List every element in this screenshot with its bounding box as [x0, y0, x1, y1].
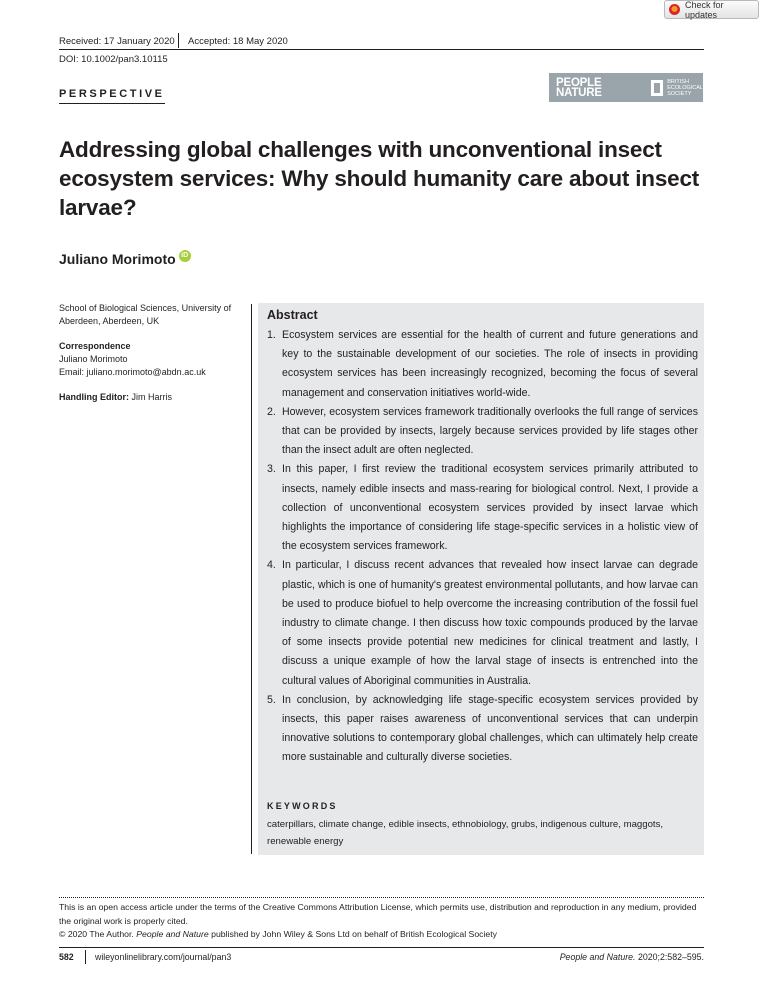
handling-editor-name: Jim Harris: [131, 392, 173, 402]
abstract-item-number: 5.: [267, 693, 276, 706]
abstract-list: [267, 326, 698, 768]
journal-logo: [549, 73, 703, 102]
received-date: Received: 17 January 2020: [59, 36, 175, 47]
accepted-date: Accepted: 18 May 2020: [188, 36, 288, 47]
copyright-prefix: © 2020 The Author.: [59, 929, 134, 939]
abstract-item-number: 2.: [267, 405, 276, 418]
abstract-heading: Abstract: [267, 308, 318, 322]
abstract-divider: [251, 304, 252, 854]
copyright-journal: People and Nature: [136, 929, 209, 939]
bes-logo: [651, 79, 703, 97]
correspondence-heading: Correspondence: [59, 341, 131, 351]
article-title: Addressing global challenges with unconventional insect ecosystem services: Why should humanity care about insect larvae?: [59, 137, 700, 220]
abstract-item-number: 3.: [267, 463, 276, 476]
abstract-item-number: 4.: [267, 559, 276, 572]
bes-mark-icon: [651, 80, 663, 96]
citation-journal: People and Nature.: [559, 952, 636, 962]
abstract-item-number: 1.: [267, 329, 276, 341]
handling-editor-label: Handling Editor:: [59, 392, 129, 402]
footer-rule: [59, 947, 704, 948]
logo-line-people: PEOPLE: [556, 76, 602, 89]
correspondence-block: [59, 340, 244, 379]
header-separator: [178, 33, 179, 48]
keywords-heading: KEYWORDS: [267, 801, 338, 811]
abstract-item-text: However, ecosystem services framework traditionally overlooks the full range of services that can be provided by insects, largely because services provided by life stages other than the insect adult are often neglected.: [282, 405, 698, 457]
bes-line-2: ECOLOGICAL: [667, 84, 703, 91]
doi[interactable]: DOI: 10.1002/pan3.10115: [59, 54, 168, 65]
check-for-updates-button[interactable]: [664, 0, 759, 19]
copyright-suffix: published by John Wiley & Sons Ltd on behalf of British Ecological Society: [211, 929, 498, 939]
correspondence-name: Juliano Morimoto: [59, 354, 128, 364]
license-text: This is an open access article under the terms of the Creative Commons Attribution License, which permits use, distribution and reproduction in any medium, provided the original work is properly cited.: [59, 902, 697, 926]
page-number: 582: [59, 952, 74, 962]
citation-volume: 2020;2:582–595.: [637, 952, 704, 962]
copyright-line: [59, 928, 704, 942]
footer-separator: [85, 950, 86, 964]
abstract-item: [267, 691, 698, 768]
handling-editor: [59, 391, 244, 404]
crossmark-icon: [669, 4, 680, 15]
license-divider: [59, 897, 704, 898]
abstract-item: [267, 460, 698, 556]
author-line: [59, 251, 191, 267]
correspondence-email[interactable]: Email: juliano.morimoto@abdn.ac.uk: [59, 367, 206, 377]
bes-line-1: BRITISH: [667, 78, 689, 85]
keywords-text: caterpillars, climate change, edible insects, ethnobiology, grubs, indigenous culture, maggots, renewable energy: [267, 819, 664, 847]
orcid-icon[interactable]: iD: [179, 250, 191, 262]
header-rule: [59, 49, 704, 50]
abstract-item-text: Ecosystem services are essential for the health of current and future generations and key to the sustainable development of our societies. The role of insects in providing ecosystem services has been increasingly recognized, becoming the focus of several management and conservation initiatives world-wide.: [282, 329, 698, 399]
abstract-item: [267, 556, 698, 690]
citation-line: [560, 952, 704, 962]
section-label: PERSPECTIVE: [59, 88, 165, 104]
license-block: [59, 901, 704, 942]
check-for-updates-label: Check for updates: [685, 0, 724, 20]
bes-line-3: SOCIETY: [667, 90, 692, 97]
logo-line-nature: NATURE: [556, 86, 602, 99]
affiliation: School of Biological Sciences, University of Aberdeen, Aberdeen, UK: [59, 303, 232, 326]
abstract-item: [267, 403, 698, 461]
abstract-item-text: In this paper, I first review the traditional ecosystem services primarily attributed to insects, namely edible insects and mass-rearing for biological control. Next, I provide a collection of unconventional ecosystem services provided by insect larvae which highlights the importance of considering life stage-specific services in a holistic view of the ecosystem services framework.: [282, 463, 698, 553]
author-name[interactable]: Juliano Morimoto: [59, 251, 176, 267]
abstract-item-text: In conclusion, by acknowledging life stage-specific ecosystem services provided by insects, this paper raises awareness of unconventional services that can underpin innovative solutions to contemporary global challenges, which can ultimately help create more sustainable and culturally diverse societies.: [282, 693, 698, 764]
abstract-item: [267, 326, 698, 403]
journal-url[interactable]: wileyonlinelibrary.com/journal/pan3: [95, 952, 232, 962]
abstract-item-text: In particular, I discuss recent advances that revealed how insect larvae can degrade plastic, which is one of humanity's greatest environmental pollutants, and how larvae can be used to produce biofuel to help overcome the increasing contribution of the fossil fuel industry to climate change. I then discuss how toxic compounds produced by the larvae of some insects provide potential new medicines for clinical treatment and lastly, I discuss a unique example of how the larval stage of insects is entrenched into the cultural values of Aboriginal communities in Australia.: [282, 559, 698, 687]
